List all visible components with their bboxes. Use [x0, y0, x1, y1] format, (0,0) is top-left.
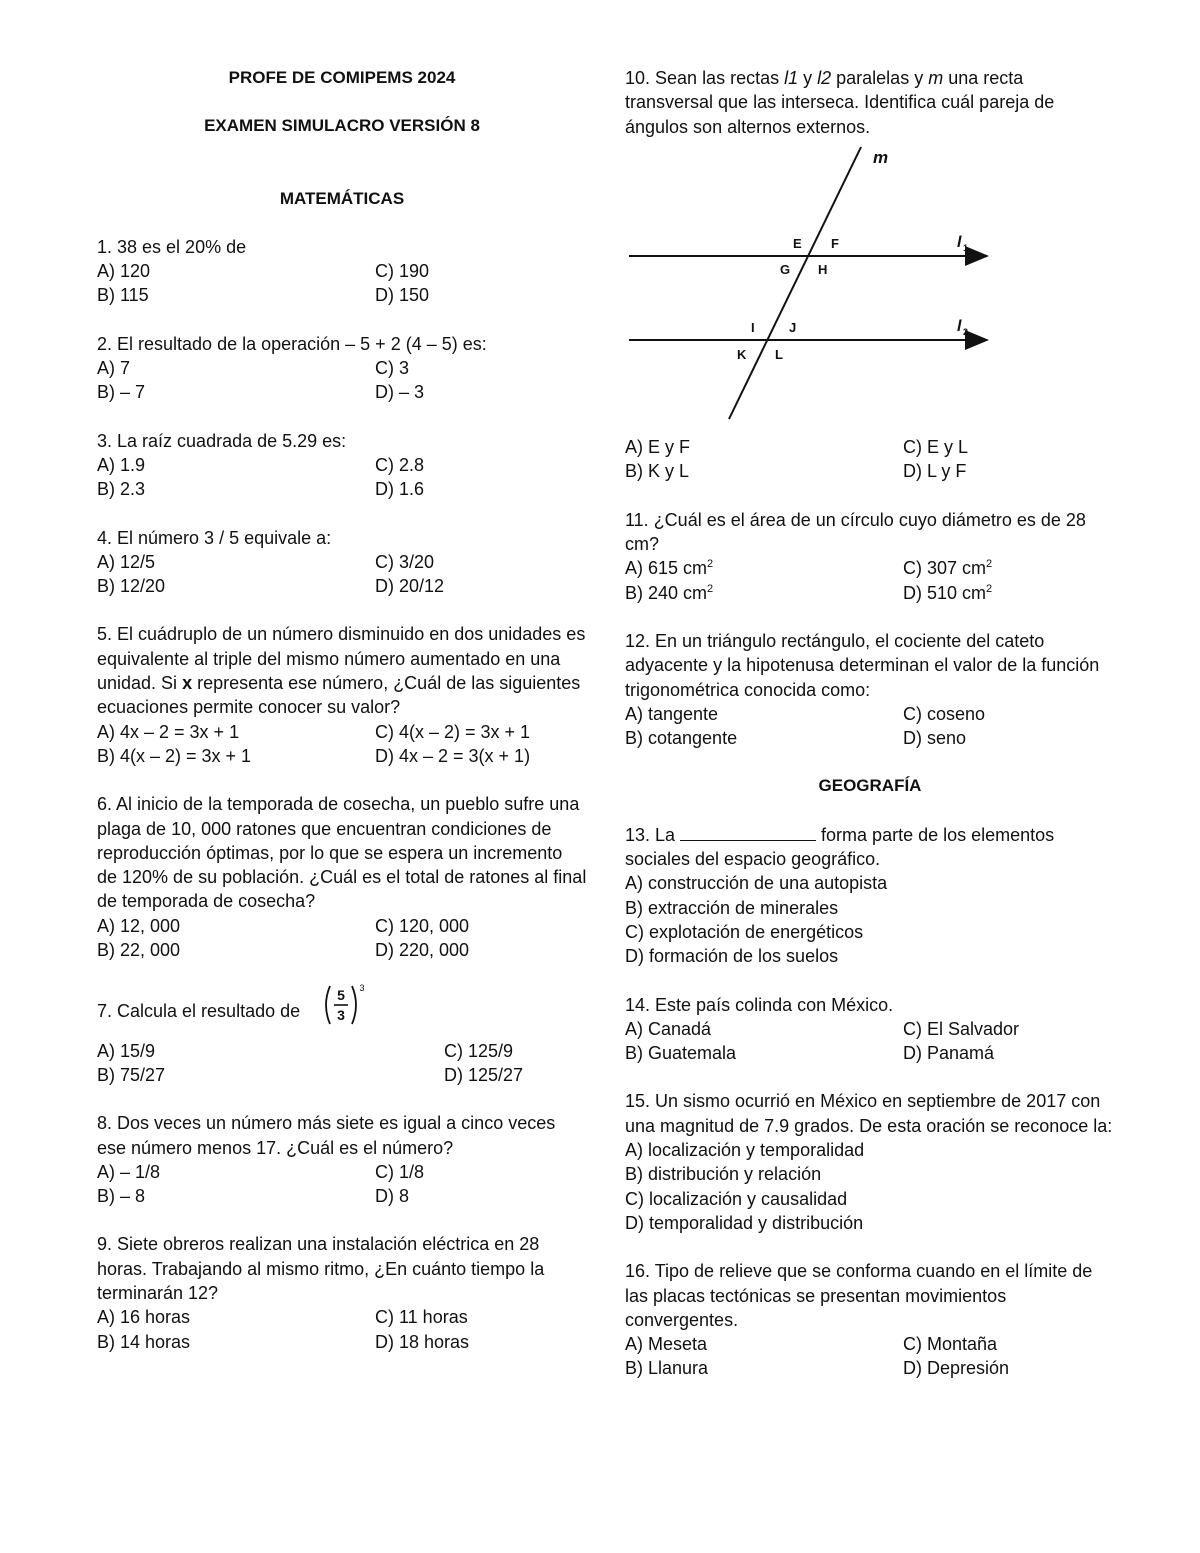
question-14 — [625, 993, 1115, 1066]
option-d[interactable]: D) Depresión — [903, 1358, 1010, 1379]
section-heading-math: MATEMÁTICAS — [279, 188, 405, 208]
option-c[interactable]: C) explotación de energéticos — [625, 921, 864, 942]
option-b[interactable]: B) Guatemala — [625, 1043, 737, 1064]
option-d[interactable]: D) 220, 000 — [375, 940, 470, 961]
option-a[interactable]: A) Meseta — [625, 1334, 708, 1355]
option-b[interactable]: B) extracción de minerales — [625, 897, 839, 918]
fraction-expression — [322, 982, 368, 1034]
option-d[interactable]: D) 8 — [375, 1186, 410, 1207]
question-10 — [625, 66, 1115, 484]
option-b[interactable]: B) 4(x – 2) = 3x + 1 — [97, 745, 252, 766]
option-c[interactable]: C) coseno — [903, 703, 986, 724]
angle-label-h: H — [818, 261, 828, 277]
label-l1: l — [957, 233, 962, 251]
question-1 — [97, 235, 587, 308]
label-m: m — [873, 147, 889, 167]
option-c[interactable]: C) E y L — [903, 437, 969, 458]
fraction-power-icon — [322, 982, 368, 1028]
label-l1-subscript: 1 — [963, 242, 969, 253]
option-a[interactable]: A) 120 — [97, 261, 151, 282]
option-b[interactable]: B) 22, 000 — [97, 940, 181, 961]
option-c[interactable]: C) El Salvador — [903, 1018, 1020, 1039]
question-text: 2. El resultado de la operación – 5 + 2 (4 – 5) es: — [97, 333, 487, 354]
option-a[interactable]: A) 15/9 — [97, 1040, 156, 1061]
question-text: 15. Un sismo ocurrió en México en septiembre de 2017 con una magnitud de 7.9 grados. De esta oración se reconoce la: — [625, 1091, 1113, 1136]
question-4 — [97, 526, 587, 599]
question-15 — [625, 1089, 1115, 1235]
question-11 — [625, 508, 1115, 605]
exam-title: PROFE DE COMIPEMS 2024 — [228, 68, 456, 87]
option-a[interactable]: A) 16 horas — [97, 1307, 191, 1328]
option-b[interactable]: B) K y L — [625, 461, 690, 482]
angle-label-l: L — [775, 346, 783, 362]
option-d[interactable]: D) – 3 — [375, 382, 425, 403]
fraction-numerator: 5 — [337, 987, 346, 1004]
option-b[interactable]: B) 2.3 — [97, 479, 146, 500]
option-c[interactable]: C) 1/8 — [375, 1161, 425, 1182]
label-l2-subscript: 2 — [963, 326, 969, 337]
question-text: 11. ¿Cuál es el área de un círculo cuyo diámetro es de 28 cm? — [625, 509, 1086, 555]
option-d[interactable]: D) Panamá — [903, 1043, 995, 1064]
question-text: 3. La raíz cuadrada de 5.29 es: — [97, 430, 347, 451]
left-column — [97, 66, 587, 1354]
question-text: 5. El cuádruplo de un número disminuido en dos unidades es equivalente al triple del mismo número aumentado en una unidad. Si x representa ese número, ¿Cuál de las siguientes ecuaciones permite conocer su valor? — [97, 624, 586, 718]
question-text: 16. Tipo de relieve que se conforma cuando en el límite de las placas tectónicas se presentan movimientos convergentes. — [625, 1261, 1093, 1330]
option-b[interactable]: B) Llanura — [625, 1358, 709, 1379]
question-text: 1. 38 es el 20% de — [97, 236, 247, 257]
section-heading-geography: GEOGRAFÍA — [818, 776, 922, 796]
option-c[interactable]: C) 4(x – 2) = 3x + 1 — [375, 721, 531, 742]
option-a[interactable]: A) E y F — [625, 437, 691, 458]
option-a[interactable]: A) 1.9 — [97, 454, 146, 475]
option-d[interactable]: D) 4x – 2 = 3(x + 1) — [375, 745, 531, 766]
option-b[interactable]: B) cotangente — [625, 728, 738, 749]
option-a[interactable]: A) 7 — [97, 358, 131, 379]
question-text: 9. Siete obreros realizan una instalación eléctrica en 28 horas. Trabajando al mismo ritmo, ¿En cuánto tiempo la terminarán 12? — [97, 1234, 545, 1303]
option-a[interactable]: A) 4x – 2 = 3x + 1 — [97, 721, 240, 742]
question-6 — [97, 792, 587, 962]
angle-label-k: K — [737, 346, 747, 362]
option-c[interactable]: C) 190 — [375, 261, 430, 282]
question-text: 12. En un triángulo rectángulo, el cociente del cateto adyacente y la hipotenusa determinan el valor de la función trigonométrica conocida como: — [625, 630, 1100, 700]
question-16 — [625, 1259, 1115, 1380]
option-d[interactable]: D) formación de los suelos — [625, 946, 839, 967]
angle-label-g: G — [780, 261, 791, 277]
option-d[interactable]: D) 125/27 — [444, 1064, 524, 1085]
angle-label-i: I — [751, 319, 755, 335]
option-b[interactable]: B) 12/20 — [97, 576, 166, 597]
option-c[interactable]: C) 2.8 — [375, 454, 425, 475]
option-a[interactable]: A) 12, 000 — [97, 915, 181, 936]
option-c[interactable]: C) 125/9 — [444, 1040, 514, 1061]
option-b[interactable]: B) – 7 — [97, 382, 146, 403]
option-c[interactable]: C) 3 — [375, 358, 410, 379]
option-c[interactable]: C) 307 $cm^2$ — [903, 558, 993, 579]
option-c[interactable]: C) 3/20 — [375, 551, 435, 572]
option-c[interactable]: C) Montaña — [903, 1334, 998, 1355]
variable-x: x — [182, 673, 193, 694]
question-text: 14. Este país colinda con México. — [625, 994, 894, 1015]
question-text: 8. Dos veces un número más siete es igual a cinco veces ese número menos 17. ¿Cuál es el número? — [97, 1113, 556, 1158]
label-l2: l — [957, 317, 962, 335]
fraction-exponent: 3 — [359, 983, 365, 994]
question-13 — [625, 823, 1115, 969]
option-b[interactable]: B) 115 — [97, 285, 149, 306]
option-b[interactable]: B) 75/27 — [97, 1064, 166, 1085]
line-m — [729, 147, 861, 419]
question-text: 4. El número 3 / 5 equivale a: — [97, 527, 332, 548]
option-a[interactable]: A) localización y temporalidad — [625, 1140, 865, 1161]
option-d[interactable]: D) 1.6 — [375, 479, 425, 500]
angle-label-e: E — [793, 235, 802, 251]
question-9 — [97, 1232, 587, 1353]
question-12 — [625, 629, 1115, 750]
option-d[interactable]: D) 18 horas — [375, 1331, 470, 1352]
option-a[interactable]: A) tangente — [625, 703, 719, 724]
option-d[interactable]: D) 510 $cm^2$ — [903, 582, 993, 603]
option-c[interactable]: C) 11 horas — [375, 1307, 468, 1328]
question-3 — [97, 429, 587, 502]
option-d[interactable]: D) temporalidad y distribución — [625, 1212, 864, 1233]
option-b[interactable]: B) 14 horas — [97, 1331, 191, 1352]
option-d[interactable]: D) L y F — [903, 461, 967, 482]
exam-subtitle: EXAMEN SIMULACRO VERSIÓN 8 — [204, 116, 480, 136]
question-5 — [97, 622, 587, 768]
option-b[interactable]: B) – 8 — [97, 1186, 146, 1207]
question-text: 7. Calcula el resultado de 5 3 3 — [97, 986, 587, 1038]
parallel-lines-diagram — [625, 145, 1005, 429]
option-c[interactable]: C) localización y causalidad — [625, 1188, 848, 1209]
fraction-denominator: 3 — [337, 1007, 346, 1024]
option-a[interactable]: A) 12/5 — [97, 551, 156, 572]
option-b[interactable]: B) 240 $cm^2$ — [625, 582, 714, 603]
question-7 — [97, 983, 587, 1087]
question-2 — [97, 332, 587, 405]
option-a[interactable]: A) Canadá — [625, 1018, 712, 1039]
question-text: 6. Al inicio de la temporada de cosecha, un pueblo sufre una plaga de 10, 000 ratones que encuentran condiciones de reproducción óptimas, por lo que se espera un incremento de 120% de su población. ¿Cuál es el total de ratones al final de temporada de cosecha? — [97, 794, 587, 912]
question-text: 10. Sean las rectas l1 y l2 paralelas y m una recta transversal que las interseca. Identifica cuál pareja de ángulos son alternos externos. — [625, 68, 1055, 137]
angle-label-f: F — [831, 235, 839, 251]
option-c[interactable]: C) 120, 000 — [375, 915, 470, 936]
option-b[interactable]: B) distribución y relación — [625, 1164, 822, 1185]
question-text: 13. La forma parte de los elementos sociales del espacio geográfico. — [625, 824, 1055, 870]
option-d[interactable]: D) 150 — [375, 285, 430, 306]
option-a[interactable]: A) construcción de una autopista — [625, 873, 888, 894]
option-a[interactable]: A) – 1/8 — [97, 1161, 161, 1182]
angle-label-j: J — [789, 319, 797, 335]
right-column — [625, 66, 1115, 1381]
question-8 — [97, 1111, 587, 1208]
option-d[interactable]: D) seno — [903, 728, 967, 749]
option-a[interactable]: A) 615 $cm^2$ — [625, 558, 714, 579]
fill-in-blank[interactable] — [680, 826, 816, 841]
option-d[interactable]: D) 20/12 — [375, 576, 445, 597]
